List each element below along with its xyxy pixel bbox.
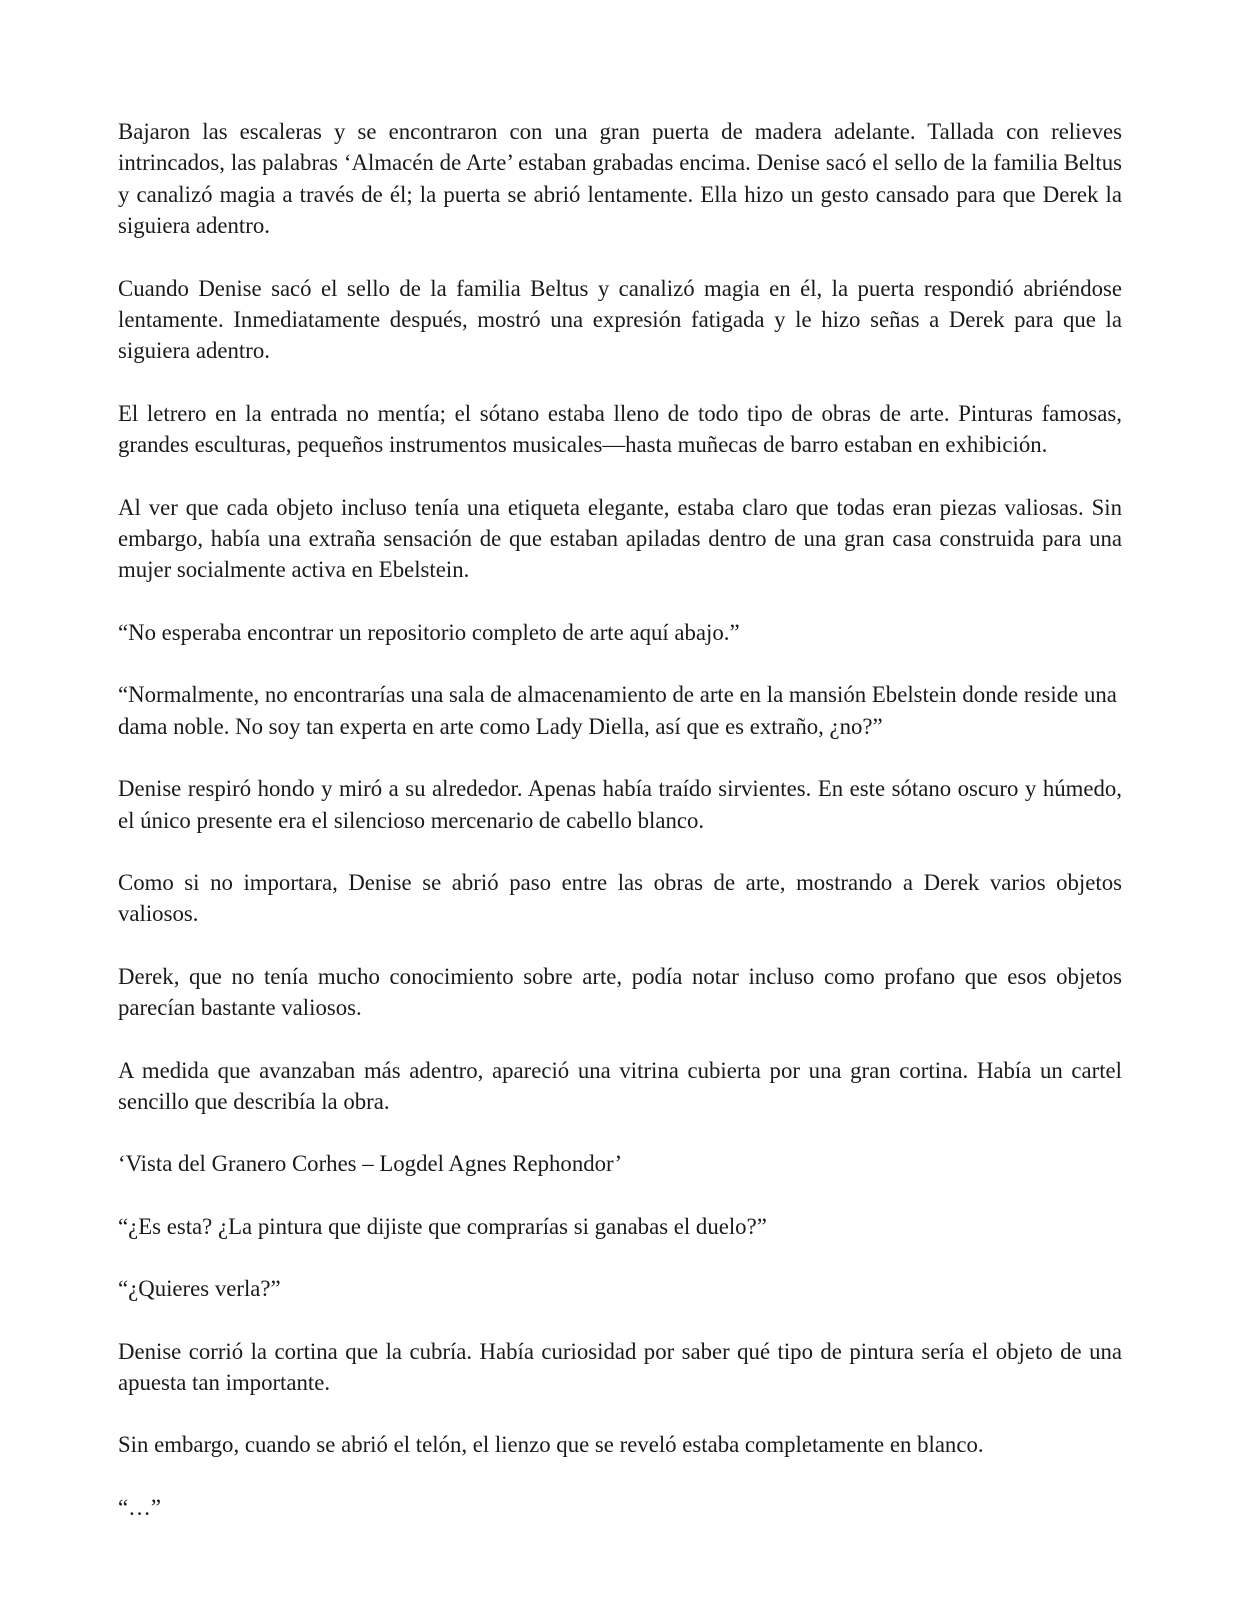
paragraph: Cuando Denise sacó el sello de la familia Beltus y canalizó magia en él, la puerta respondió abriéndose lentamente. Inmediatamente después, mostró una expresión fatigada y le hizo señas a Derek para que la siguiera adentro. — [118, 275, 1122, 364]
paragraph: A medida que avanzaban más adentro, apareció una vitrina cubierta por una gran cortina. Había un cartel sencillo que describía la obra. — [118, 1057, 1122, 1114]
paragraph: “No esperaba encontrar un repositorio completo de arte aquí abajo.” — [118, 619, 740, 645]
paragraph: Denise respiró hondo y miró a su alrededor. Apenas había traído sirvientes. En este sótano oscuro y húmedo, el único presente era el silencioso mercenario de cabello blanco. — [118, 776, 1122, 833]
paragraph: Sin embargo, cuando se abrió el telón, el lienzo que se reveló estaba completamente en blanco. — [118, 1432, 984, 1458]
paragraph: Bajaron las escaleras y se encontraron con una gran puerta de madera adelante. Tallada con relieves intrincados, las palabras ‘Almacén de Arte’ estaban grabadas encima. Denise sacó el sello de la familia Beltus y canalizó magia a través de él; la puerta se abrió lentamente. Ella hizo un gesto cansado para que Derek la siguiera adentro. — [118, 119, 1122, 239]
paragraph: Al ver que cada objeto incluso tenía una etiqueta elegante, estaba claro que todas eran piezas valiosas. Sin embargo, había una extraña sensación de que estaban apiladas dentro de una gran casa construida para una mujer socialmente activa en Ebelstein. — [118, 494, 1122, 583]
paragraph: Derek, que no tenía mucho conocimiento sobre arte, podía notar incluso como profano que esos objetos parecían bastante valiosos. — [118, 963, 1122, 1021]
paragraph: “…” — [118, 1494, 162, 1520]
paragraph: El letrero en la entrada no mentía; el sótano estaba lleno de todo tipo de obras de arte. Pinturas famosas, grandes esculturas, pequeños instrumentos musicales—hasta muñecas de barro estaban en exhibición. — [118, 400, 1122, 458]
paragraph: “Normalmente, no encontrarías una sala de almacenamiento de arte en la mansión Ebelstein donde reside una dama noble. No soy tan experta en arte como Lady Diella, así que es extraño, ¿no?” — [118, 682, 1117, 739]
paragraph: ‘Vista del Granero Corhes – Logdel Agnes Rephondor’ — [118, 1151, 623, 1177]
paragraph: “¿Es esta? ¿La pintura que dijiste que comprarías si ganabas el duelo?” — [118, 1213, 767, 1239]
paragraph: Como si no importara, Denise se abrió paso entre las obras de arte, mostrando a Derek varios objetos valiosos. — [118, 869, 1122, 927]
paragraph: “¿Quieres verla?” — [118, 1276, 281, 1302]
paragraph: Denise corrió la cortina que la cubría. Había curiosidad por saber qué tipo de pintura sería el objeto de una apuesta tan importante. — [118, 1338, 1122, 1395]
document-body — [118, 116, 1122, 1554]
